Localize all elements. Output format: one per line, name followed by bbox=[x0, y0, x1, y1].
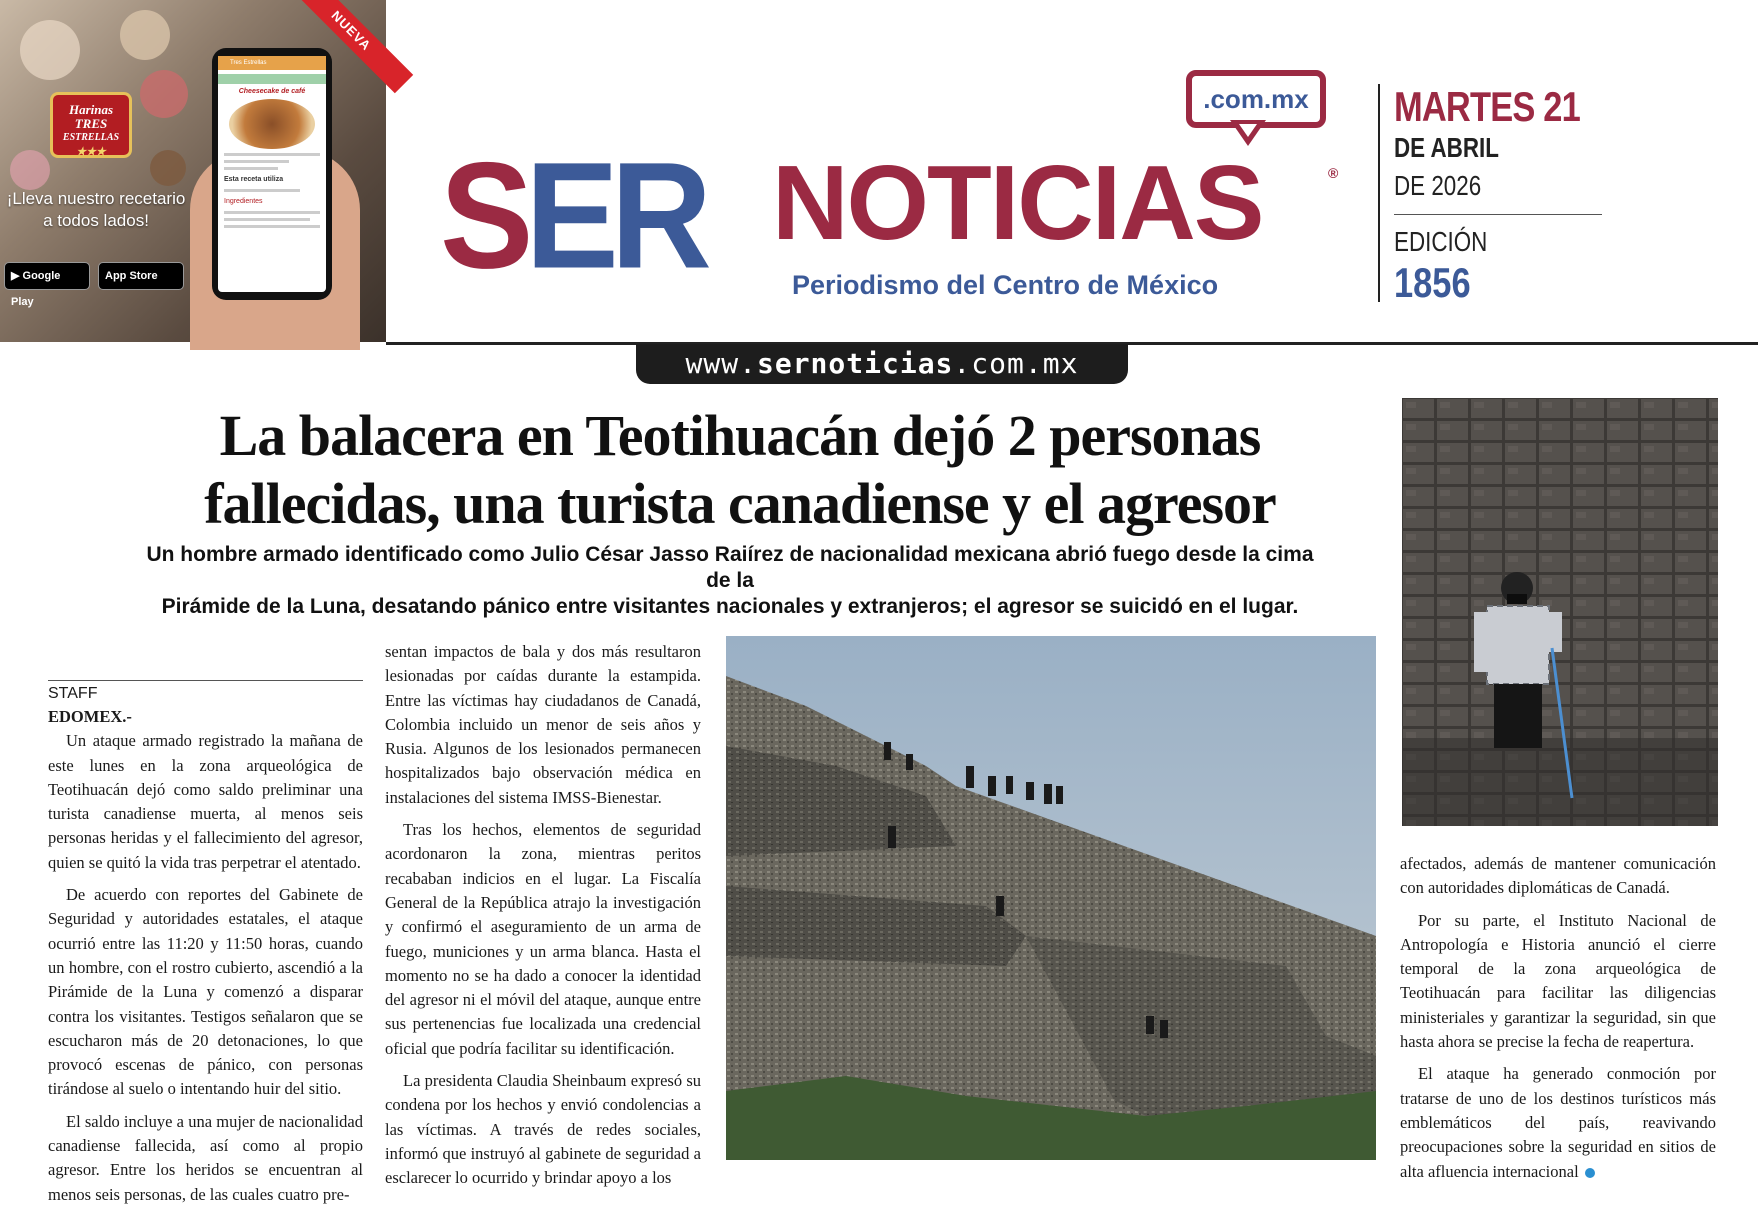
paragraph: sentan impactos de bala y dos más resultaron lesionadas por caídas durante la estampida. Entre las víctimas hay ciudadanos de Canadá, Colombia incluido un menor de seis años y Rusia. Algunos de los lesionados permanecen hospitalizados bajo observación médica en instalaciones del sistema IMSS-Bienestar. bbox=[385, 642, 701, 807]
paragraph: Por su parte, el Instituto Nacional de Antropología e Historia anunció el cierre temporal de la zona arqueológica de Teotihuacán para facilitar las diligencias ministeriales y garantizar la seguridad, sin que hasta ahora se precise la fecha de reapertura. bbox=[1400, 910, 1716, 1052]
decor-cupcake bbox=[140, 70, 188, 118]
app-title: Tres Estrellas bbox=[218, 56, 326, 70]
column-rule bbox=[48, 680, 363, 681]
suspect-illustration bbox=[1402, 398, 1718, 826]
edition-label: EDICIÓN bbox=[1394, 226, 1488, 257]
decor-cupcake bbox=[20, 20, 80, 80]
logo-domain-bubble: .com.mx bbox=[1186, 70, 1326, 128]
divider bbox=[1378, 84, 1380, 302]
article-column-1 bbox=[48, 680, 363, 1207]
decor-cupcake bbox=[150, 150, 186, 186]
stars-icon: ★★★ bbox=[76, 146, 106, 158]
brand-line: TRES bbox=[74, 116, 108, 131]
pyramid-illustration bbox=[726, 636, 1376, 1160]
headline: La balacera en Teotihuacán dejó 2 personas fallecidas, una turista canadiense y el agresor bbox=[204, 403, 1276, 536]
subheadline: Un hombre armado identificado como Julio César Jasso Raiírez de nacionalidad mexicana abrió fuego desde la cima de la Pirámide de la Luna, desatando pánico entre visitantes nacionales y extranjeros; el agresor se suicidó en el lugar. bbox=[146, 543, 1314, 618]
speech-bubble-icon-inner bbox=[1239, 124, 1257, 137]
ingredients-label: Ingredientes bbox=[224, 198, 263, 205]
paragraph: La presidenta Claudia Sheinbaum expresó su condena por los hechos y envió condolencias a las víctimas. A través de redes sociales, informó que instruyó al gabinete de seguridad a esclarecer lo ocurrido y brindar apoyo a los bbox=[385, 1071, 701, 1188]
end-mark-icon bbox=[1585, 1168, 1595, 1178]
edition-number: 1856 bbox=[1394, 259, 1471, 306]
logo-ser[interactable]: SER bbox=[440, 130, 704, 300]
decor-cupcake bbox=[10, 150, 50, 190]
new-ribbon: NUEVA bbox=[289, 0, 413, 93]
pyramid-photo[interactable] bbox=[726, 636, 1376, 1160]
website-url[interactable]: www.sernoticias.com.mx bbox=[636, 344, 1128, 384]
paragraph: Tras los hechos, elementos de seguridad acordonaron la zona, mientras peritos recababan indicios en el lugar. La Fiscalía General de la República atrajo la investigación y confirmó el aseguramiento de un arma de fuego, municiones y un arma blanca. Hasta el momento no se ha dado a conocer la identidad del agresor ni el móvil del ataque, aunque entre sus pertenencias fue localizada una credencial oficial que podría facilitar su identificación. bbox=[385, 820, 701, 1058]
suspect-photo[interactable] bbox=[1402, 398, 1718, 826]
paragraph: El ataque ha generado conmoción por tratarse de uno de los destinos turísticos más emblemáticos del país, reavivando preocupaciones sobre la seguridad en sitios de alta afluencia internacional bbox=[1400, 1064, 1716, 1181]
issue-day: MARTES 21 bbox=[1394, 83, 1580, 130]
article-column-2 bbox=[385, 640, 701, 1191]
dateline: EDOMEX.- bbox=[48, 707, 132, 726]
app-store-badge[interactable]: App Store bbox=[98, 262, 184, 290]
divider bbox=[1394, 214, 1602, 215]
masthead-tagline: Periodismo del Centro de México bbox=[792, 270, 1219, 300]
paragraph: El saldo incluye a una mujer de nacionalidad canadiense fallecida, así como al propio agresor. Entre los heridos se encuentran al menos seis personas, de las cuales cuatro pre- bbox=[48, 1111, 363, 1204]
recipe-title: Cheesecake de café bbox=[238, 88, 306, 95]
logo-noticias[interactable]: NOTICIAS bbox=[772, 144, 1263, 262]
recipe-info: Esta receta utiliza bbox=[224, 176, 284, 183]
paragraph: De acuerdo con reportes del Gabinete de Seguridad y autoridades estatales, el ataque ocurrió entre las 11:20 y 11:50 horas, cuando un hombre, con el rostro cubierto, ascendió a la Pirámide de la Luna y comenzó a disparar contra los visitantes. Testigos señalaron que se escucharon más de 20 detonaciones, lo que provocó escenas de pánico, con personas tirándose al suelo o intentando huir del sitio. bbox=[48, 885, 363, 1099]
google-play-badge[interactable]: ▶ Google Play bbox=[4, 262, 90, 290]
paragraph: Un ataque armado registrado la mañana de este lunes en la zona arqueológica de Teotihuacán dejó como saldo preliminar una turista canadiense muerta, al menos seis personas heridas y el fallecimiento del agresor, quien se quitó la vida tras perpetrar el atentado. bbox=[48, 731, 363, 872]
decor-cupcake bbox=[120, 10, 170, 60]
brand-line: ESTRELLAS bbox=[62, 132, 120, 143]
article-column-3 bbox=[1400, 852, 1716, 1184]
ad-tagline: ¡Lleva nuestro recetario a todos lados! bbox=[6, 189, 186, 230]
brand-logo bbox=[50, 92, 132, 158]
issue-month: DE ABRIL bbox=[1394, 132, 1499, 163]
issue-year: DE 2026 bbox=[1394, 170, 1482, 201]
brand-line: Harinas bbox=[68, 102, 114, 117]
cheesecake-image bbox=[229, 99, 315, 149]
registered-mark: ® bbox=[1328, 165, 1339, 181]
app-tabs bbox=[218, 74, 326, 84]
byline: STAFF bbox=[48, 685, 98, 702]
advertisement-banner[interactable] bbox=[0, 0, 386, 342]
paragraph: afectados, además de mantener comunicación con autoridades diplomáticas de Canadá. bbox=[1400, 854, 1716, 898]
phone-mockup bbox=[212, 48, 332, 300]
